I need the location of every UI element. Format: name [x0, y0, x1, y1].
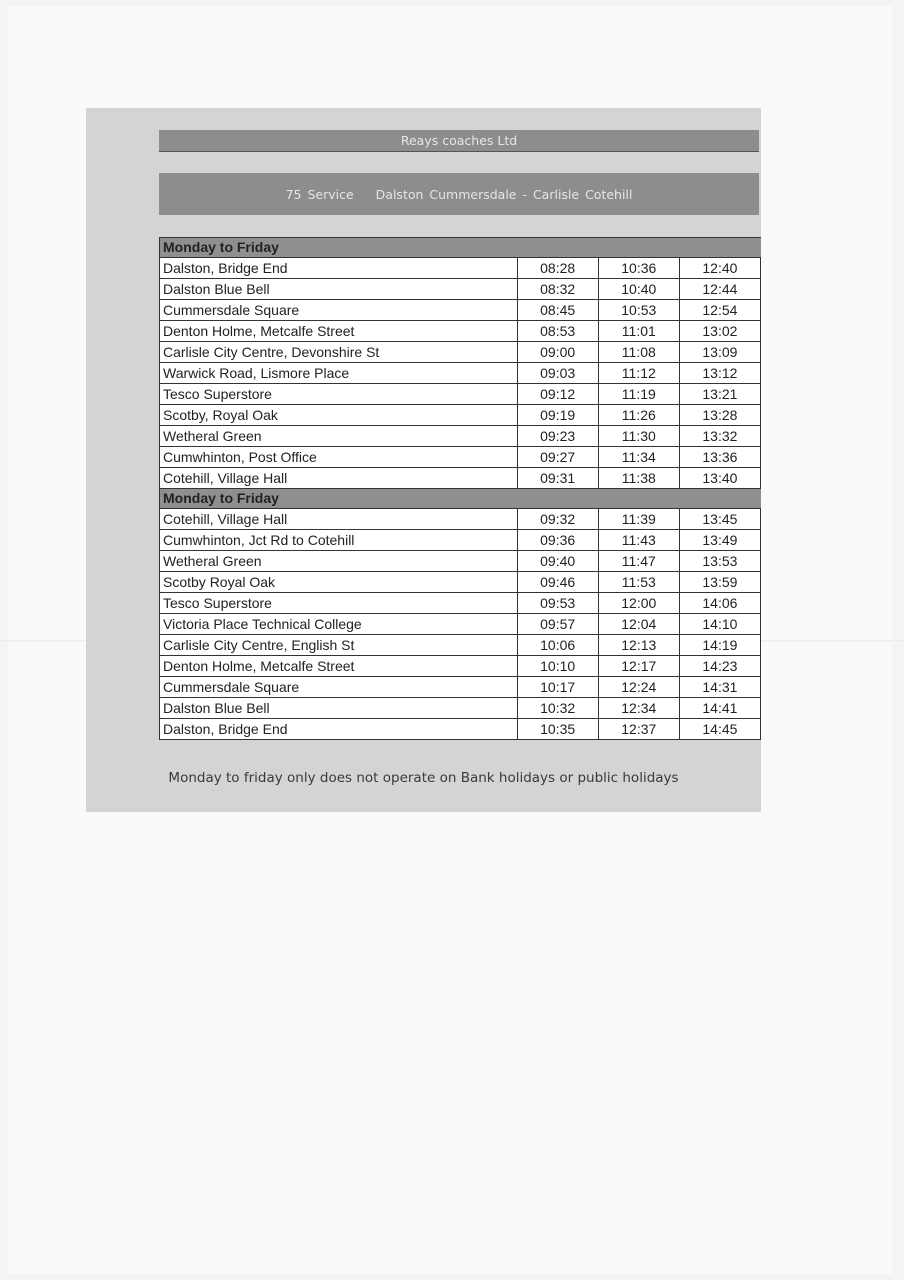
- departure-time: 09:19: [517, 405, 598, 426]
- stop-name: Scotby Royal Oak: [160, 572, 518, 593]
- stop-name: Victoria Place Technical College: [160, 614, 518, 635]
- section-heading: Monday to Friday: [160, 238, 761, 258]
- departure-time: 12:04: [598, 614, 679, 635]
- table-row: [160, 258, 761, 279]
- table-row: [160, 426, 761, 447]
- stop-name: Cumwhinton, Post Office: [160, 447, 518, 468]
- table-row: [160, 530, 761, 551]
- departure-time: 14:06: [679, 593, 760, 614]
- departure-time: 12:24: [598, 677, 679, 698]
- departure-time: 12:44: [679, 279, 760, 300]
- departure-time: 12:00: [598, 593, 679, 614]
- stop-name: Cummersdale Square: [160, 677, 518, 698]
- departure-time: 13:53: [679, 551, 760, 572]
- departure-time: 13:02: [679, 321, 760, 342]
- departure-time: 09:27: [517, 447, 598, 468]
- departure-time: 13:36: [679, 447, 760, 468]
- table-row: [160, 677, 761, 698]
- departure-time: 10:06: [517, 635, 598, 656]
- departure-time: 11:01: [598, 321, 679, 342]
- table-row: [160, 551, 761, 572]
- departure-time: 12:54: [679, 300, 760, 321]
- departure-time: 09:46: [517, 572, 598, 593]
- departure-time: 10:53: [598, 300, 679, 321]
- table-row: [160, 656, 761, 677]
- departure-time: 11:30: [598, 426, 679, 447]
- stop-name: Dalston, Bridge End: [160, 719, 518, 740]
- section-header-row: [160, 238, 761, 258]
- departure-time: 14:19: [679, 635, 760, 656]
- timetable: [159, 237, 761, 740]
- departure-time: 08:45: [517, 300, 598, 321]
- departure-time: 11:26: [598, 405, 679, 426]
- departure-time: 13:49: [679, 530, 760, 551]
- table-row: [160, 363, 761, 384]
- departure-time: 12:37: [598, 719, 679, 740]
- departure-time: 14:10: [679, 614, 760, 635]
- company-name: Reays coaches Ltd: [400, 133, 518, 148]
- company-header: [159, 130, 759, 152]
- route-header: [159, 173, 759, 215]
- table-row: [160, 593, 761, 614]
- stop-name: Tesco Superstore: [160, 593, 518, 614]
- stop-name: Denton Holme, Metcalfe Street: [160, 656, 518, 677]
- section-heading: Monday to Friday: [160, 489, 761, 509]
- departure-time: 10:17: [517, 677, 598, 698]
- table-row: [160, 509, 761, 530]
- stop-name: Wetheral Green: [160, 551, 518, 572]
- departure-time: 11:53: [598, 572, 679, 593]
- stop-name: Dalston Blue Bell: [160, 279, 518, 300]
- departure-time: 13:28: [679, 405, 760, 426]
- stop-name: Denton Holme, Metcalfe Street: [160, 321, 518, 342]
- departure-time: 13:12: [679, 363, 760, 384]
- stop-name: Cumwhinton, Jct Rd to Cotehill: [160, 530, 518, 551]
- departure-time: 10:40: [598, 279, 679, 300]
- departure-time: 11:19: [598, 384, 679, 405]
- stop-name: Scotby, Royal Oak: [160, 405, 518, 426]
- departure-time: 09:36: [517, 530, 598, 551]
- service-number: 75 Service: [285, 186, 354, 202]
- departure-time: 09:57: [517, 614, 598, 635]
- departure-time: 12:17: [598, 656, 679, 677]
- stop-name: Carlisle City Centre, English St: [160, 635, 518, 656]
- departure-time: 13:40: [679, 468, 760, 489]
- section-header-row: [160, 489, 761, 509]
- departure-time: 14:31: [679, 677, 760, 698]
- stop-name: Cummersdale Square: [160, 300, 518, 321]
- route-description: Dalston Cummersdale - Carlisle Cotehill: [375, 186, 633, 202]
- departure-time: 13:59: [679, 572, 760, 593]
- table-row: [160, 468, 761, 489]
- departure-time: 08:28: [517, 258, 598, 279]
- departure-time: 10:10: [517, 656, 598, 677]
- departure-time: 10:36: [598, 258, 679, 279]
- departure-time: 11:39: [598, 509, 679, 530]
- departure-time: 10:35: [517, 719, 598, 740]
- table-row: [160, 719, 761, 740]
- stop-name: Tesco Superstore: [160, 384, 518, 405]
- departure-time: 08:32: [517, 279, 598, 300]
- departure-time: 13:45: [679, 509, 760, 530]
- departure-time: 14:23: [679, 656, 760, 677]
- departure-time: 11:47: [598, 551, 679, 572]
- departure-time: 11:08: [598, 342, 679, 363]
- table-row: [160, 279, 761, 300]
- departure-time: 13:21: [679, 384, 760, 405]
- stop-name: Cotehill, Village Hall: [160, 509, 518, 530]
- table-row: [160, 635, 761, 656]
- table-row: [160, 300, 761, 321]
- departure-time: 13:32: [679, 426, 760, 447]
- departure-time: 10:32: [517, 698, 598, 719]
- stop-name: Dalston, Bridge End: [160, 258, 518, 279]
- departure-time: 09:03: [517, 363, 598, 384]
- departure-time: 09:32: [517, 509, 598, 530]
- departure-time: 11:43: [598, 530, 679, 551]
- table-row: [160, 405, 761, 426]
- stop-name: Cotehill, Village Hall: [160, 468, 518, 489]
- table-row: [160, 384, 761, 405]
- departure-time: 13:09: [679, 342, 760, 363]
- departure-time: 08:53: [517, 321, 598, 342]
- timetable-body: [160, 238, 761, 740]
- departure-time: 09:12: [517, 384, 598, 405]
- table-row: [160, 572, 761, 593]
- departure-time: 09:00: [517, 342, 598, 363]
- departure-time: 12:40: [679, 258, 760, 279]
- table-row: [160, 342, 761, 363]
- departure-time: 14:41: [679, 698, 760, 719]
- table-row: [160, 614, 761, 635]
- departure-time: 12:34: [598, 698, 679, 719]
- departure-time: 09:31: [517, 468, 598, 489]
- departure-time: 09:53: [517, 593, 598, 614]
- table-row: [160, 447, 761, 468]
- table-row: [160, 321, 761, 342]
- stop-name: Warwick Road, Lismore Place: [160, 363, 518, 384]
- departure-time: 11:34: [598, 447, 679, 468]
- stop-name: Carlisle City Centre, Devonshire St: [160, 342, 518, 363]
- departure-time: 12:13: [598, 635, 679, 656]
- table-row: [160, 698, 761, 719]
- departure-time: 09:23: [517, 426, 598, 447]
- stop-name: Wetheral Green: [160, 426, 518, 447]
- operating-note: Monday to friday only does not operate on Bank holidays or public holidays: [168, 770, 679, 786]
- departure-time: 11:38: [598, 468, 679, 489]
- stop-name: Dalston Blue Bell: [160, 698, 518, 719]
- departure-time: 14:45: [679, 719, 760, 740]
- departure-time: 09:40: [517, 551, 598, 572]
- departure-time: 11:12: [598, 363, 679, 384]
